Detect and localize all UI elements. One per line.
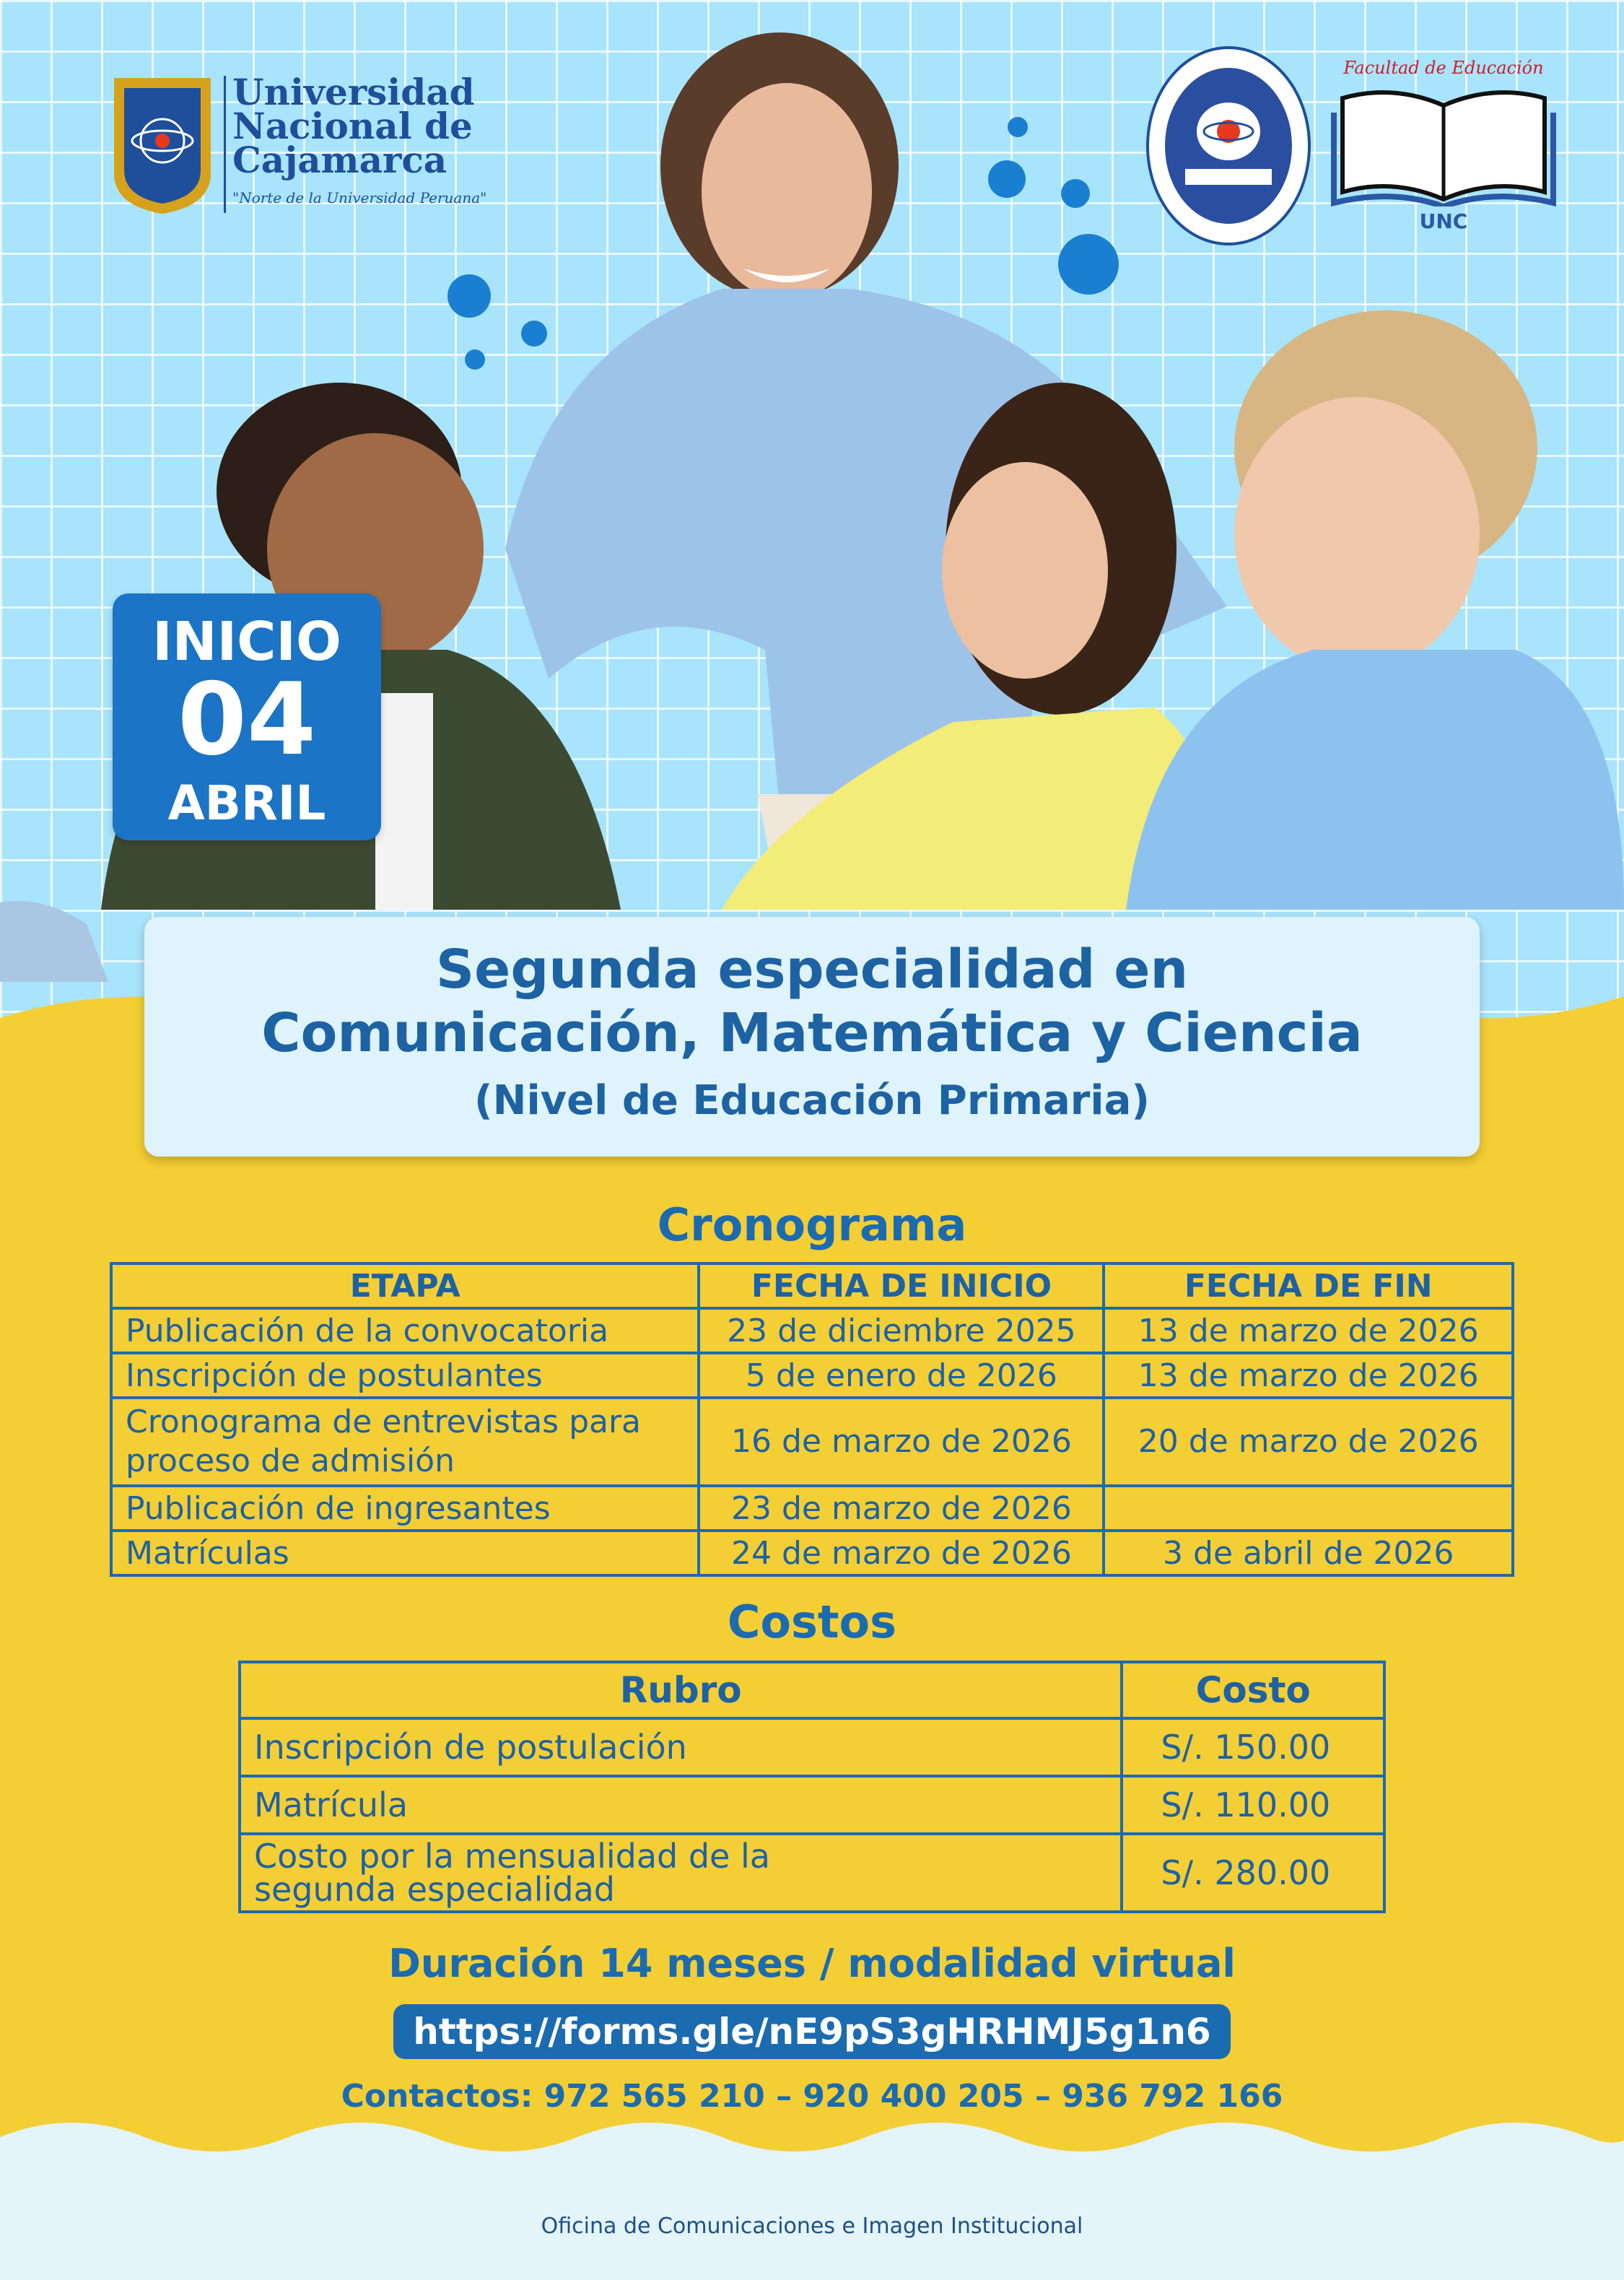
stage-cell-line: Cronograma de entrevistas para xyxy=(126,1404,642,1440)
registration-form-link[interactable]: https://forms.gle/nE9pS3gHRHMJ5g1n6 xyxy=(393,2004,1231,2059)
cost-item-cell: Inscripción de postulación xyxy=(240,1718,1122,1776)
faculty-logo xyxy=(1328,58,1559,231)
stage-cell: Publicación de la convocatoria xyxy=(111,1308,699,1353)
badge-day: 04 xyxy=(177,661,317,778)
stage-cell-line: proceso de admisión xyxy=(126,1443,455,1479)
end-date-cell: 20 de marzo de 2026 xyxy=(1104,1398,1513,1486)
program-seal-icon xyxy=(1144,45,1314,247)
start-date-cell: 16 de marzo de 2026 xyxy=(699,1398,1104,1486)
table-row xyxy=(240,1834,1384,1912)
cost-value-cell: S/. 150.00 xyxy=(1122,1718,1384,1776)
end-date-cell: 13 de marzo de 2026 xyxy=(1104,1308,1513,1353)
table-row xyxy=(111,1398,1513,1486)
cost-item-line: segunda especialidad xyxy=(254,1870,615,1909)
cost-item-cell xyxy=(240,1834,1122,1912)
university-name-line: Universidad xyxy=(232,71,475,113)
cost-value-cell: S/. 110.00 xyxy=(1122,1776,1384,1834)
table-header-row xyxy=(240,1662,1384,1718)
university-name-line: Nacional de xyxy=(232,105,473,147)
table-header-row xyxy=(111,1263,1513,1308)
table-row xyxy=(111,1353,1513,1398)
costs-title: Costos xyxy=(727,1596,897,1648)
end-date-cell: 3 de abril de 2026 xyxy=(1104,1531,1513,1575)
end-date-cell xyxy=(1104,1486,1513,1531)
start-date-cell: 5 de enero de 2026 xyxy=(699,1353,1104,1398)
column-header: FECHA DE FIN xyxy=(1104,1263,1513,1308)
table-row xyxy=(240,1718,1384,1776)
university-name xyxy=(232,71,475,181)
start-date-cell: 24 de marzo de 2026 xyxy=(699,1531,1104,1575)
costs-table xyxy=(238,1661,1386,1913)
start-date-badge xyxy=(113,593,381,840)
cost-value-cell: S/. 280.00 xyxy=(1122,1834,1384,1912)
table-row xyxy=(111,1308,1513,1353)
university-name-line: Cajamarca xyxy=(232,139,448,181)
program-title-line: Comunicación, Matemática y Ciencia xyxy=(261,1002,1363,1064)
program-title-line: Segunda especialidad en xyxy=(435,939,1189,1001)
stage-cell: Matrículas xyxy=(111,1531,699,1575)
logo-divider xyxy=(224,76,226,213)
stage-cell: Inscripción de postulantes xyxy=(111,1353,699,1398)
cost-item-line: Costo por la mensualidad de la xyxy=(254,1837,770,1876)
table-row xyxy=(111,1486,1513,1531)
column-header: Costo xyxy=(1122,1662,1384,1718)
column-header: FECHA DE INICIO xyxy=(699,1263,1104,1308)
open-book-icon xyxy=(1328,84,1559,206)
program-title-card xyxy=(144,917,1480,1157)
university-logo xyxy=(108,72,512,224)
end-date-cell: 13 de marzo de 2026 xyxy=(1104,1353,1513,1398)
contacts-text: Contactos: 972 565 210 – 920 400 205 – 936 792 166 xyxy=(341,2078,1283,2115)
program-subtitle: (Nivel de Educación Primaria) xyxy=(473,1077,1150,1124)
start-date-cell: 23 de diciembre 2025 xyxy=(699,1308,1104,1353)
footer-office: Oficina de Comunicaciones e Imagen Institucional xyxy=(541,2214,1083,2239)
footer-wave xyxy=(0,2108,1624,2280)
badge-label: INICIO xyxy=(152,611,341,673)
badge-month: ABRIL xyxy=(167,775,326,831)
faculty-title: Facultad de Educación xyxy=(1343,58,1544,78)
schedule-table xyxy=(110,1262,1514,1577)
faculty-abbr: UNC xyxy=(1419,209,1468,233)
university-shield-icon xyxy=(108,72,217,217)
university-slogan: "Norte de la Universidad Peruana" xyxy=(232,189,487,206)
table-row xyxy=(111,1531,1513,1575)
stage-cell: Publicación de ingresantes xyxy=(111,1486,699,1531)
table-row xyxy=(240,1776,1384,1834)
column-header: Rubro xyxy=(240,1662,1122,1718)
start-date-cell: 23 de marzo de 2026 xyxy=(699,1486,1104,1531)
schedule-title: Cronograma xyxy=(657,1198,967,1251)
duration-text: Duración 14 meses / modalidad virtual xyxy=(388,1941,1236,1986)
column-header: ETAPA xyxy=(111,1263,699,1308)
stage-cell xyxy=(111,1398,699,1486)
cost-item-cell: Matrícula xyxy=(240,1776,1122,1834)
